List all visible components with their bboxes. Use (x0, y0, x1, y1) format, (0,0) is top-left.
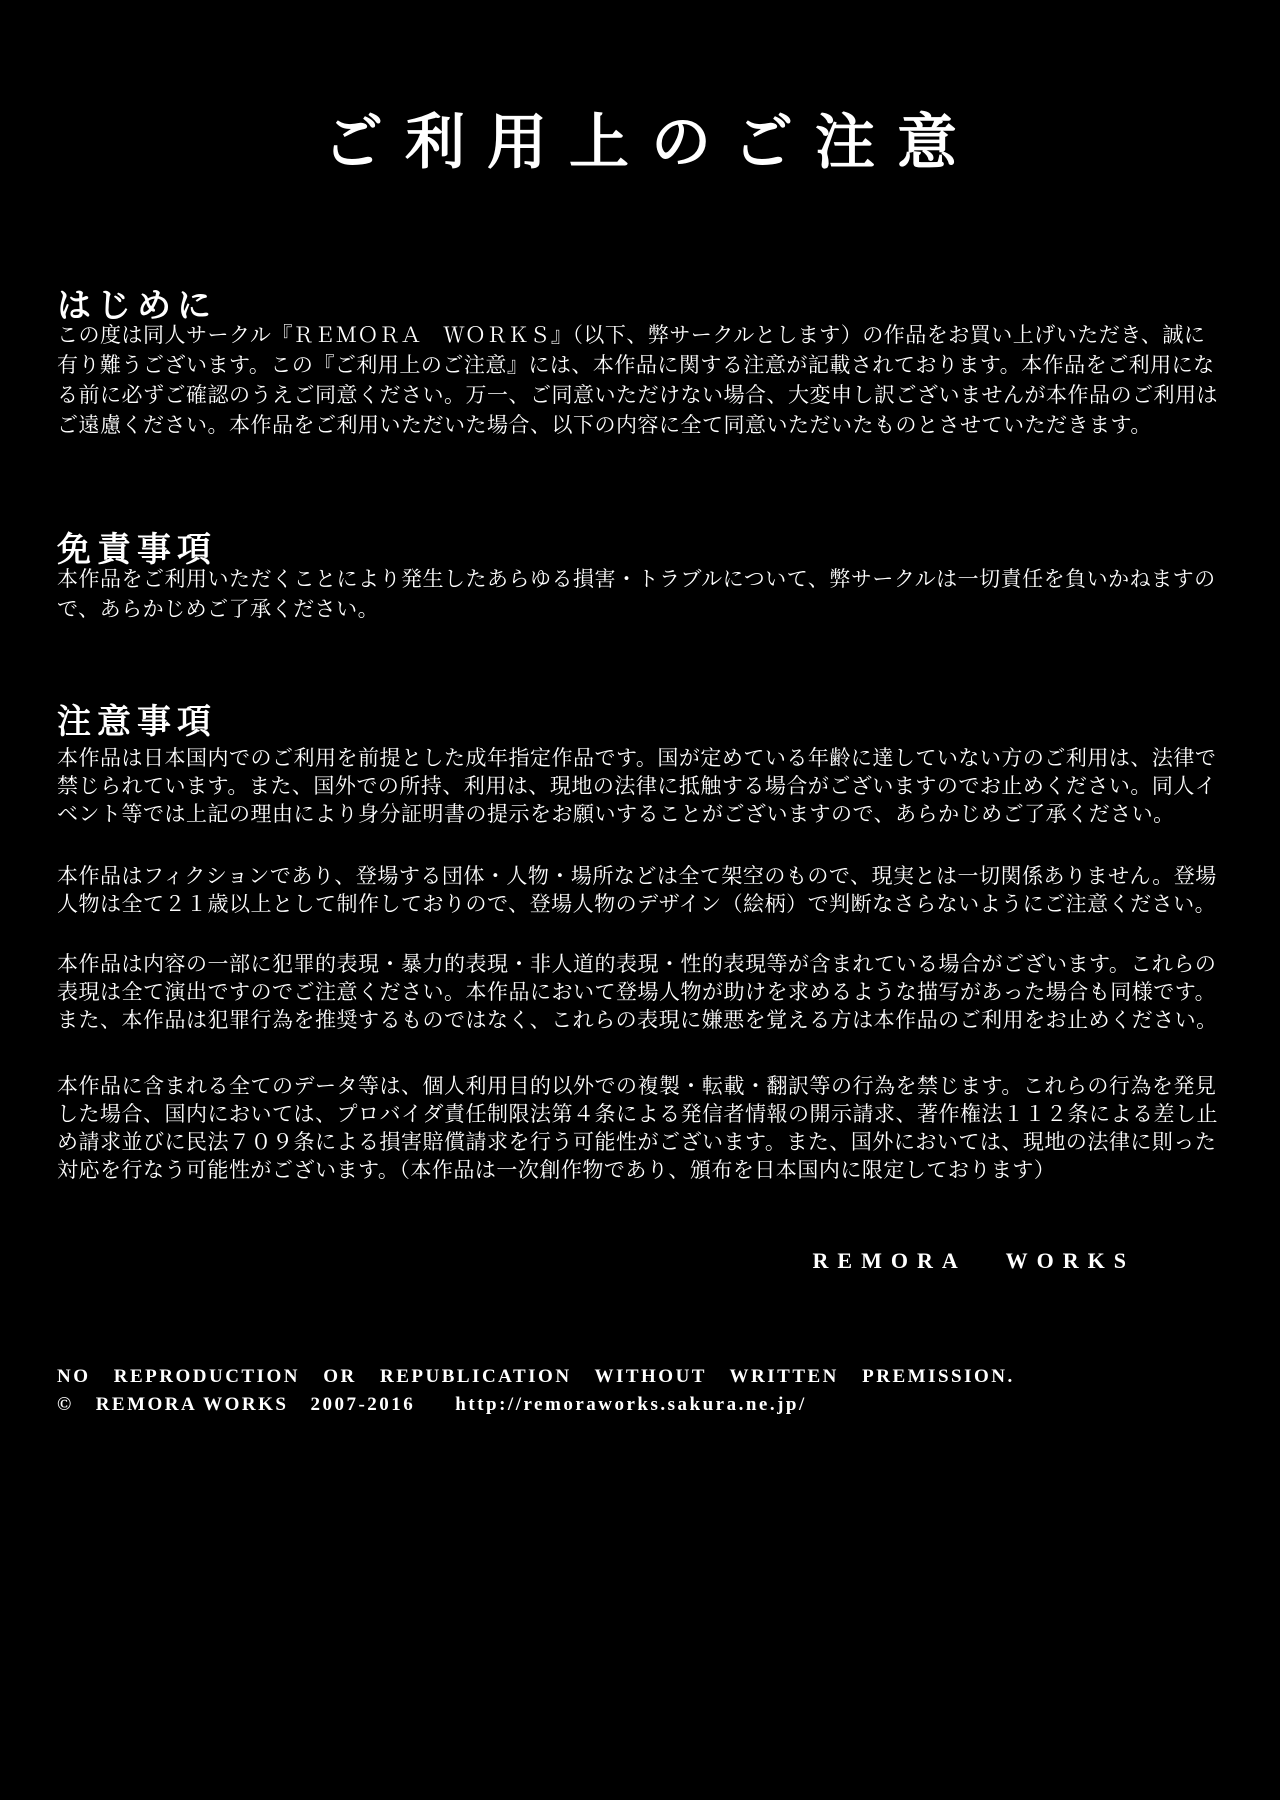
footer-circle-name: REMORA WORKS (95, 1394, 289, 1415)
text-line: 表現は全て演出ですのでご注意ください。本作品において登場人物が助けを求めるような描写があった場合も同様です。 (57, 980, 1217, 1004)
section-heading-hajimeni: はじめに (57, 288, 217, 326)
caution-paragraph-3 (57, 950, 1240, 1034)
text-line: この度は同人サークル『ＲＥＭＯＲＡ ＷＯＲＫＳ』（以下、弊サークルとします）の作品をお買い上げいただき、誠に (57, 323, 1206, 347)
text-line: した場合、国内においては、プロバイダ責任制限法第４条による発信者情報の開示請求、著作権法１１２条による差し止 (57, 1102, 1218, 1126)
text-line: ご遠慮ください。本作品をご利用いただいた場合、以下の内容に全て同意いただいたものとさせていただきます。 (57, 413, 1152, 437)
section-heading-menseki: 免責事項 (57, 532, 217, 570)
footer-copyright-line (57, 1394, 807, 1416)
caution-paragraph-2 (57, 862, 1240, 918)
text-line: 本作品に含まれる全てのデータ等は、個人利用目的以外での複製・転載・翻訳等の行為を禁じます。これらの行為を発見 (57, 1074, 1217, 1098)
footer-reproduction-notice: NO REPRODUCTION OR REPUBLICATION WITHOUT WRITTEN PREMISSION. (57, 1366, 1015, 1387)
text-line: る前に必ずご確認のうえご同意ください。万一、ご同意いただけない場合、大変申し訳ございませんが本作品のご利用は (57, 383, 1218, 407)
text-line: 禁じられています。また、国外での所持、利用は、現地の法律に抵触する場合がございますのでお止めください。同人イ (57, 774, 1217, 798)
text-line: 人物は全て２１歳以上として制作しておりので、登場人物のデザイン（絵柄）で判断なさらないようにご注意ください。 (57, 892, 1217, 916)
text-line: 本作品は内容の一部に犯罪的表現・暴力的表現・非人道的表現・性的表現等が含まれている場合がございます。これらの (57, 952, 1217, 976)
text-line: 本作品はフィクションであり、登場する団体・人物・場所などは全て架空のもので、現実とは一切関係ありません。登場 (57, 864, 1217, 888)
text-line: で、あらかじめご了承ください。 (57, 597, 380, 621)
intro-paragraph (57, 320, 1240, 440)
disclaimer-paragraph (57, 564, 1240, 624)
text-line: 本作品は日本国内でのご利用を前提とした成年指定作品です。国が定めている年齢に達していない方のご利用は、法律で (57, 746, 1217, 770)
text-line: また、本作品は犯罪行為を推奨するものではなく、これらの表現に嫌悪を覚える方は本作品のご利用をお止めください。 (57, 1008, 1218, 1032)
text-line: 本作品をご利用いただくことにより発生したあらゆる損害・トラブルについて、弊サークルは一切責任を負いかねますの (57, 567, 1216, 591)
circle-signature: REMORA WORKS (812, 1248, 1135, 1273)
copyright-symbol: © (57, 1394, 74, 1415)
text-line: 有り難うございます。この『ご利用上のご注意』には、本作品に関する注意が記載されております。本作品をご利用にな (57, 353, 1215, 377)
text-line: 対応を行なう可能性がございます。（本作品は一次創作物であり、頒布を日本国内に限定しております） (57, 1158, 1056, 1182)
section-heading-chuui: 注意事項 (57, 704, 217, 742)
caution-paragraph-4 (57, 1072, 1240, 1184)
text-line: め請求並びに民法７０９条による損害賠償請求を行う可能性がございます。また、国外においては、現地の法律に則った (57, 1130, 1217, 1154)
footer-years: 2007-2016 (310, 1394, 416, 1415)
caution-paragraph-1 (57, 744, 1240, 828)
page-title: ご利用上のご注意 (323, 110, 979, 177)
footer-url: http://remoraworks.sakura.ne.jp/ (455, 1394, 807, 1415)
text-line: ベント等では上記の理由により身分証明書の提示をお願いすることがございますので、あらかじめご了承ください。 (57, 802, 1175, 826)
